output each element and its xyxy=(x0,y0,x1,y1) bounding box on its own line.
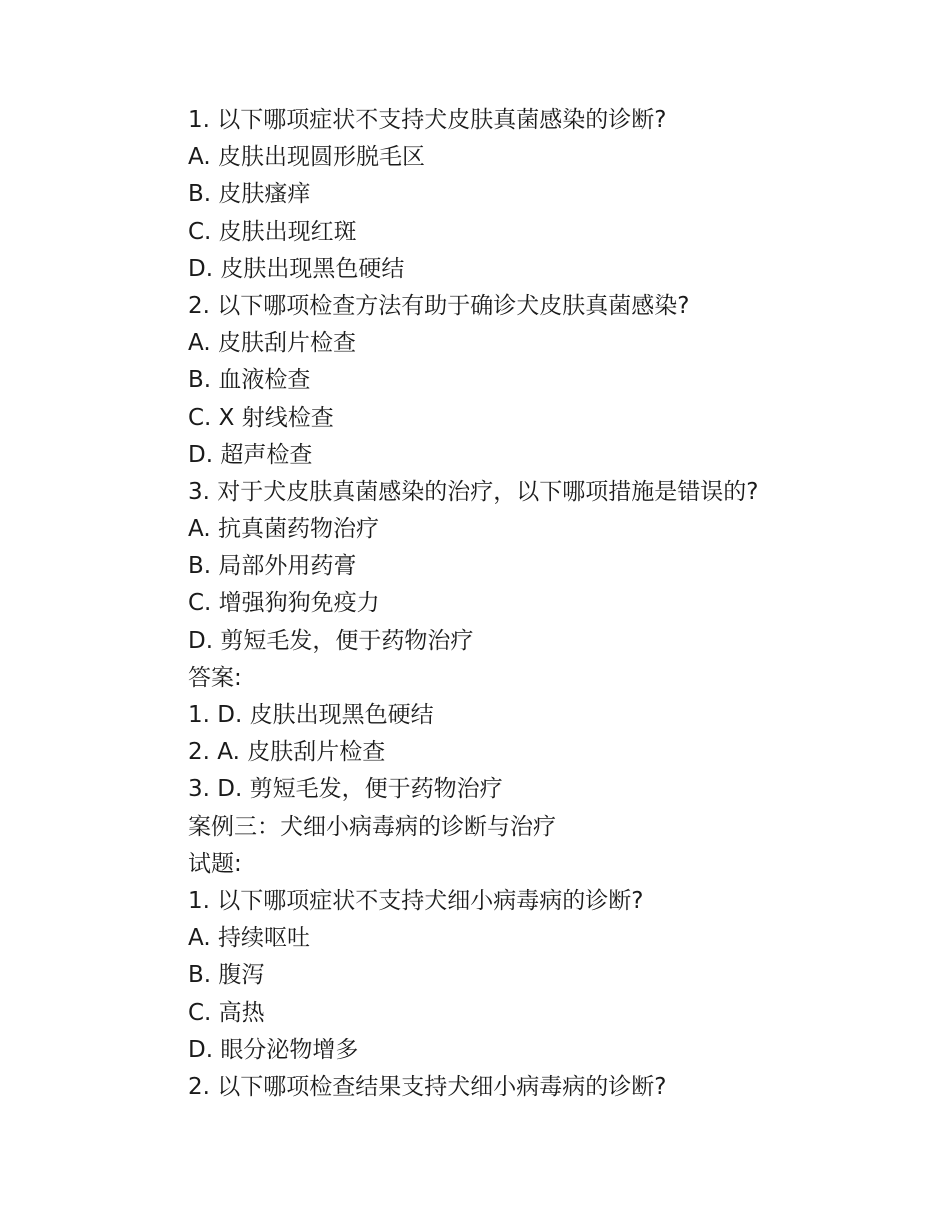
answer-2: 2. A. 皮肤刮片检查 xyxy=(188,739,386,766)
case-3-question-1-option-d: D. 眼分泌物增多 xyxy=(188,1036,359,1063)
case-3-question-1-option-c: C. 高热 xyxy=(188,999,265,1026)
question-1-option-b: B. 皮肤瘙痒 xyxy=(188,181,311,208)
question-1-stem: 1. 以下哪项症状不支持犬皮肤真菌感染的诊断? xyxy=(188,107,667,133)
answer-3: 3. D. 剪短毛发，便于药物治疗 xyxy=(188,776,503,803)
question-2-option-b: B. 血液检查 xyxy=(188,367,311,394)
question-2-stem: 2. 以下哪项检查方法有助于确诊犬皮肤真菌感染? xyxy=(188,292,690,319)
case-3-question-1-stem: 1. 以下哪项症状不支持犬细小病毒病的诊断? xyxy=(188,887,644,914)
question-2-option-c: C. X 射线检查 xyxy=(188,404,334,431)
document-body xyxy=(188,102,888,1106)
question-2-option-a: A. 皮肤刮片检查 xyxy=(188,330,356,357)
question-3-option-c: C. 增强狗狗免疫力 xyxy=(188,590,380,617)
question-1-option-c: C. 皮肤出现红斑 xyxy=(188,218,357,245)
case-3-question-2-stem: 2. 以下哪项检查结果支持犬细小病毒病的诊断? xyxy=(188,1073,667,1100)
question-3-option-b: B. 局部外用药膏 xyxy=(188,553,357,580)
case-3-title: 案例三：犬细小病毒病的诊断与治疗 xyxy=(188,813,556,840)
case-3-question-1-option-a: A. 持续呕吐 xyxy=(188,925,310,952)
question-1-option-d: D. 皮肤出现黑色硬结 xyxy=(188,255,405,282)
question-3-stem: 3. 对于犬皮肤真菌感染的治疗，以下哪项措施是错误的? xyxy=(188,478,759,505)
answer-1: 1. D. 皮肤出现黑色硬结 xyxy=(188,702,434,728)
case-3-question-1-option-b: B. 腹泻 xyxy=(188,962,265,989)
answers-heading: 答案: xyxy=(188,664,242,691)
question-2-option-d: D. 超声检查 xyxy=(188,441,313,468)
question-3-option-d: D. 剪短毛发，便于药物治疗 xyxy=(188,627,474,654)
questions-heading: 试题: xyxy=(188,850,242,877)
question-3-option-a: A. 抗真菌药物治疗 xyxy=(188,516,379,543)
question-1-option-a: A. 皮肤出现圆形脱毛区 xyxy=(188,144,425,171)
